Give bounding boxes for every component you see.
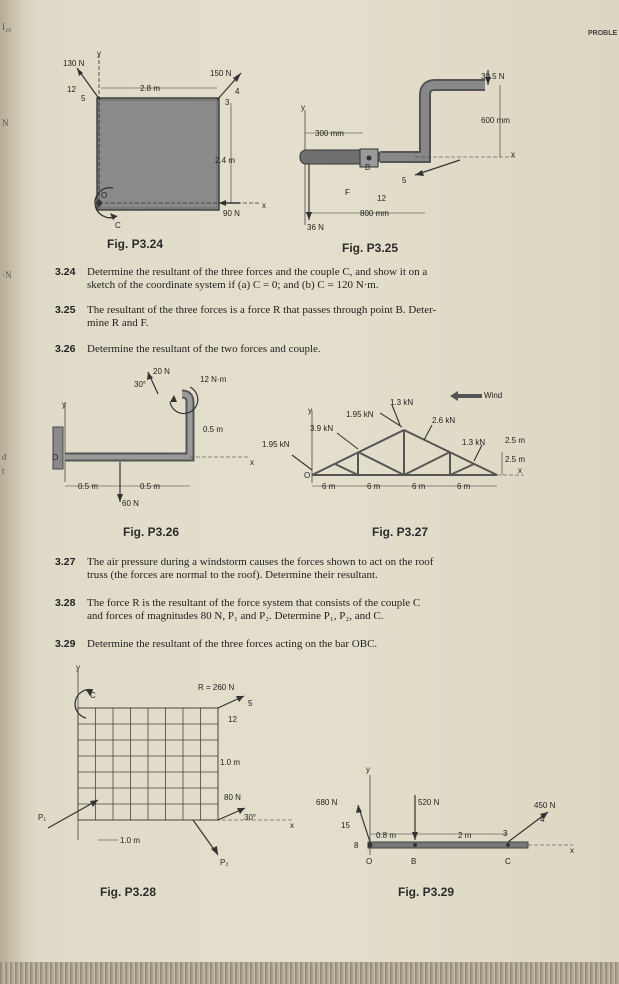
force-p2: P₂	[220, 858, 229, 867]
y-axis-label: y	[366, 765, 370, 774]
fig-p3-27-diagram	[262, 385, 537, 505]
force-150n: 150 N	[210, 69, 232, 78]
dim-1-0m-vertical: 1.0 m	[220, 758, 241, 767]
problem-text: The force R is the resultant of the force system that consists of the couple C	[87, 597, 421, 609]
problem-number: 3.28	[55, 597, 76, 609]
point-b: B	[365, 163, 371, 172]
force-60n: 60 N	[122, 499, 139, 508]
problem-text: Determine the resultant of the three forces and the couple C, and show it on a	[87, 266, 428, 278]
x-axis-label: x	[570, 846, 574, 855]
point-c: C	[505, 857, 511, 866]
problem-3-26	[55, 343, 565, 356]
force-450n: 450 N	[534, 801, 556, 810]
problem-number: 3.27	[55, 556, 76, 568]
force-1-95kn-left: 1.95 kN	[262, 440, 290, 449]
slope-12: 12	[67, 85, 76, 94]
problem-text: Determine the resultant of the three forces acting on the bar OBC.	[87, 638, 378, 650]
problem-text: mine R and F.	[87, 317, 149, 329]
span-6m: 6 m	[412, 482, 426, 491]
fig-p3-26-diagram	[50, 362, 280, 512]
force-2-6kn: 2.6 kN	[432, 416, 456, 425]
origin-o: O	[101, 191, 108, 200]
problem-3-27	[55, 556, 565, 582]
dim-2-8m: 2.8 m	[140, 84, 161, 93]
problem-number: 3.25	[55, 304, 76, 316]
slope-5: 5	[402, 176, 407, 185]
problem-text: and forces of magnitudes 80 N, P₁ and P₂. Determine P₁, P₂, and C.	[87, 610, 384, 622]
couple-c: C	[90, 691, 96, 700]
problem-number: 3.29	[55, 638, 76, 650]
problem-3-28	[55, 597, 565, 623]
force-130n: 130 N	[63, 59, 85, 68]
fig-p3-24-caption: Fig. P3.24	[107, 237, 164, 251]
fig-p3-27-caption: Fig. P3.27	[372, 525, 429, 539]
problem-number: 3.26	[55, 343, 76, 355]
y-axis-label: y	[76, 663, 80, 672]
fig-p3-25-diagram	[285, 65, 535, 235]
x-axis-label: x	[518, 466, 522, 475]
force-20n: 20 N	[153, 367, 170, 376]
slope-12: 12	[228, 715, 237, 724]
dim-2-5m-upper: 2.5 m	[505, 436, 526, 445]
fig-p3-24-diagram	[55, 48, 285, 233]
couple-12nm: 12 N·m	[200, 375, 227, 384]
angle-30: 30°	[244, 813, 257, 822]
margin-note: I₂₀	[2, 22, 12, 32]
problem-3-29	[55, 638, 565, 651]
slope-15: 15	[341, 821, 350, 830]
margin-note: N	[2, 118, 9, 128]
dim-800mm: 800 mm	[360, 209, 389, 218]
problem-text: sketch of the coordinate system if (a) C = 0; and (b) C = 120 N·m.	[87, 279, 379, 291]
span-6m: 6 m	[367, 482, 381, 491]
span-6m: 6 m	[322, 482, 336, 491]
force-30-5n: 30.5 N	[481, 72, 505, 81]
span-6m: 6 m	[457, 482, 471, 491]
fig-p3-26-caption: Fig. P3.26	[123, 525, 180, 539]
dim-2m: 2 m	[458, 831, 472, 840]
problem-text: truss (the forces are normal to the roof). Determine their resultant.	[87, 569, 378, 581]
y-axis-label: y	[308, 406, 312, 415]
dim-600mm: 600 mm	[481, 116, 510, 125]
origin-o: O	[304, 471, 311, 480]
margin-note: ·N	[2, 270, 12, 280]
slope-5: 5	[81, 94, 86, 103]
force-p1: P₁	[38, 813, 47, 822]
slope-12: 12	[377, 194, 386, 203]
force-680n: 680 N	[316, 798, 338, 807]
problem-text: The air pressure during a windstorm causes the forces shown to act on the roof	[87, 556, 434, 568]
dim-0-5m-left: 0.5 m	[78, 482, 99, 491]
fig-p3-29-caption: Fig. P3.29	[398, 885, 455, 899]
fig-p3-29-diagram	[308, 760, 613, 875]
slope-4: 4	[540, 815, 545, 824]
problem-3-24	[55, 266, 565, 292]
force-3-9kn: 3.9 kN	[310, 424, 334, 433]
slope-3: 3	[503, 829, 508, 838]
force-80n: 80 N	[224, 793, 241, 802]
y-axis-label: y	[301, 103, 305, 112]
fig-p3-25-caption: Fig. P3.25	[342, 241, 399, 255]
wind-label: Wind	[484, 391, 503, 400]
x-axis-label: x	[290, 821, 294, 830]
force-1-95kn-top: 1.95 kN	[346, 410, 374, 419]
y-axis-label: y	[97, 49, 101, 58]
dim-300mm: 300 mm	[315, 129, 344, 138]
angle-30: 30°	[134, 380, 147, 389]
point-o: O	[366, 857, 373, 866]
couple-c: C	[115, 221, 121, 230]
slope-8: 8	[354, 841, 359, 850]
force-1-3kn-right: 1.3 kN	[462, 438, 486, 447]
x-axis-label: x	[250, 458, 254, 467]
dim-0-5m-right: 0.5 m	[140, 482, 161, 491]
force-36n: 36 N	[307, 223, 324, 232]
slope-4: 4	[235, 87, 240, 96]
x-axis-label: x	[511, 150, 515, 159]
running-head: PROBLE	[588, 30, 618, 37]
force-r-260n: R = 260 N	[198, 683, 235, 692]
problem-text: Determine the resultant of the two forces and couple.	[87, 343, 321, 355]
point-b: B	[411, 857, 417, 866]
y-axis-label: y	[62, 400, 66, 409]
dim-2-4m: 2.4 m	[215, 156, 236, 165]
page-bottom-edge	[0, 962, 619, 984]
problem-text: The resultant of the three forces is a force R that passes through point B. Deter-	[87, 304, 437, 316]
x-axis-label: x	[262, 201, 266, 210]
page-gutter	[0, 0, 22, 984]
margin-note: t	[2, 466, 5, 476]
force-520n: 520 N	[418, 798, 440, 807]
dim-0-8m: 0.8 m	[376, 831, 397, 840]
force-90n: 90 N	[223, 209, 240, 218]
dim-2-5m-lower: 2.5 m	[505, 455, 526, 464]
force-1-3kn-top: 1.3 kN	[390, 398, 414, 407]
problem-number: 3.24	[55, 266, 76, 278]
dim-0-5m-vertical: 0.5 m	[203, 425, 224, 434]
margin-note: d	[2, 452, 7, 462]
slope-3: 3	[225, 98, 230, 107]
origin-o: O	[52, 453, 59, 462]
problem-3-25	[55, 304, 565, 330]
fig-p3-28-caption: Fig. P3.28	[100, 885, 157, 899]
slope-5: 5	[248, 699, 253, 708]
force-f: F	[345, 188, 350, 197]
fig-p3-28-diagram	[38, 660, 308, 875]
dim-1-0m-horizontal: 1.0 m	[120, 836, 141, 845]
